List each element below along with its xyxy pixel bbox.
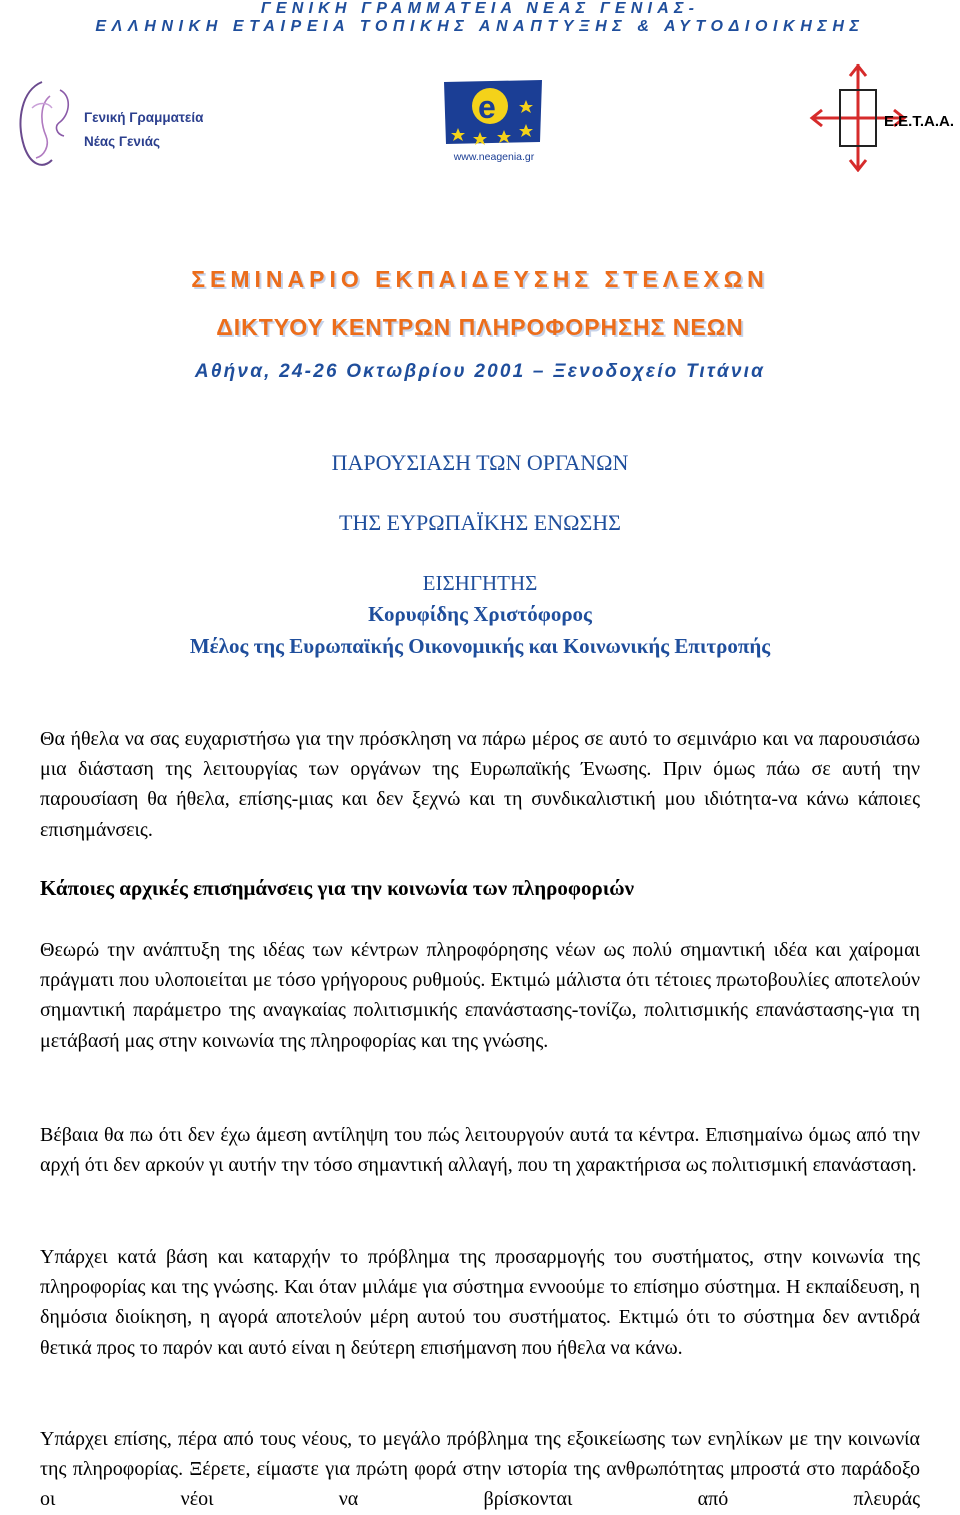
logo-left-text-1: Γενική Γραμματεία (84, 110, 204, 125)
paragraph-3: Βέβαια θα πω ότι δεν έχω άμεση αντίληψη του πώς λειτουργούν αυτά τα κέντρα. Επισημαίνω όμως από την αρχή ότι δεν αρκούν γι αυτήν την τόσο σημαντική αλλαγή, που τη χαρακτήρισα ως πολιτισμική επανάσταση. (40, 1124, 920, 1177)
header-line-2: ΕΛΛΗΝΙΚΗ ΕΤΑΙΡΕΙΑ ΤΟΠΙΚΗΣ ΑΝΑΠΤΥΞΗΣ & ΑΥΤΟΔΙΟΙΚΗΣΗΣ (95, 18, 865, 35)
paragraph-2: Θεωρώ την ανάπτυξη της ιδέας των κέντρων πληροφόρησης νέων ως πολύ σημαντική ιδέα και χαίρομαι πράγματι που υλοποιείται με τόσο γρήγορους ρυθμούς. Εκτιμώ μάλιστα ότι τέτοιες πρωτοβουλίες αποτελούν σημαντική παράμετρο της αναγκαίας πολιτισμικής επανάστασης-τονίζω, πολιτισμικής επανάστασης-για τη μετάβασή μας στην κοινωνία της πληροφορίας και της γνώσης. (40, 939, 920, 1052)
paragraph-intro (40, 724, 920, 845)
rapporteur-role: Μέλος της Ευρωπαϊκής Οικονομικής και Κοινωνικής Επιτροπής (189, 634, 771, 658)
paragraph-4: Υπάρχει κατά βάση και καταρχήν το πρόβλημα της προσαρμογής του συστήματος, στην κοινωνία της πληροφορίας και της γνώσης. Και όταν μιλάμε για σύστημα εννοούμε το επίσημο σύστημα. Η εκπαίδευση, η δημόσια διοίκηση, η αγορά αποτελούν μέρη αυτού του συστήματος. Εκτιμώ ότι το σύστημα δεν αντιδρά θετικά προς το παρόν και αυτό είναι η δεύτερη επισήμανση που ήθελα να κάνω. (40, 1246, 920, 1359)
eetaa-logo (806, 62, 956, 172)
section-heading: Κάποιες αρχικές επισημάνσεις για την κοινωνία των πληροφοριών (40, 876, 634, 900)
paragraph-intro-a: Θα ήθελα να σας ευχαριστήσω για την πρόσκληση να πάρω μέρος σε αυτό το σεμινάριο και να παρουσιάσω μια διάσταση της λειτουργίας των οργάνων της Ευρωπαϊκής Ένωσης. (40, 728, 920, 781)
logo-center-url: www.neagenia.gr (453, 151, 535, 163)
rapporteur-label: ΕΙΣΗΓΗΤΗΣ (422, 571, 538, 595)
svg-text:e: e (478, 89, 496, 125)
seminar-title-2: ΔΙΚΤΥΟΥ ΚΕΝΤΡΩΝ ΠΛΗΡΟΦΟΡΗΣΗΣ ΝΕΩΝ (216, 314, 744, 340)
paragraph-intro-b: Πριν όμως πάω σε αυτή την παρουσίαση θα ήθελα, επίσης-μιας και δεν ξεχνώ και τη συνδικαλιστική μου ιδιότητα-να κάνω κάποιες επισημάνσεις. (40, 758, 920, 841)
presentation-title-2: ΤΗΣ ΕΥΡΩΠΑΪΚΗΣ ΕΝΩΣΗΣ (339, 510, 621, 535)
paragraph-5: Υπάρχει επίσης, πέρα από τους νέους, το μεγάλο πρόβλημα της εξοικείωσης των ενηλίκων με την κοινωνία της πληροφορίας. Ξέρετε, είμαστε για πρώτη φορά στην ιστορία της ανθρωπότητας μπροστά στο παράδοξο οι νέοι να βρίσκονται από πλευράς (40, 1428, 920, 1511)
seminar-subtitle: Αθήνα, 24-26 Οκτωβρίου 2001 – Ξενοδοχείο Τιτάνια (194, 361, 766, 382)
neagenia-eu-logo (440, 78, 548, 164)
rapporteur-name: Κορυφίδης Χριστόφορος (368, 602, 592, 626)
general-secretariat-logo (12, 68, 227, 188)
logo-left-text-2: Νέας Γενιάς (84, 134, 161, 149)
header-line-1: ΓΕΝΙΚΗ ΓΡΑΜΜΑΤΕΙΑ ΝΕΑΣ ΓΕΝΙΑΣ- (260, 0, 700, 17)
seminar-title-1: ΣΕΜΙΝΑΡΙΟ ΕΚΠΑΙΔΕΥΣΗΣ ΣΤΕΛΕΧΩΝ (191, 266, 769, 292)
presentation-title-1: ΠΑΡΟΥΣΙΑΣΗ ΤΩΝ ΟΡΓΑΝΩΝ (331, 450, 629, 475)
logo-right-text: Ε.Ε.Τ.Α.Α. (884, 113, 955, 130)
